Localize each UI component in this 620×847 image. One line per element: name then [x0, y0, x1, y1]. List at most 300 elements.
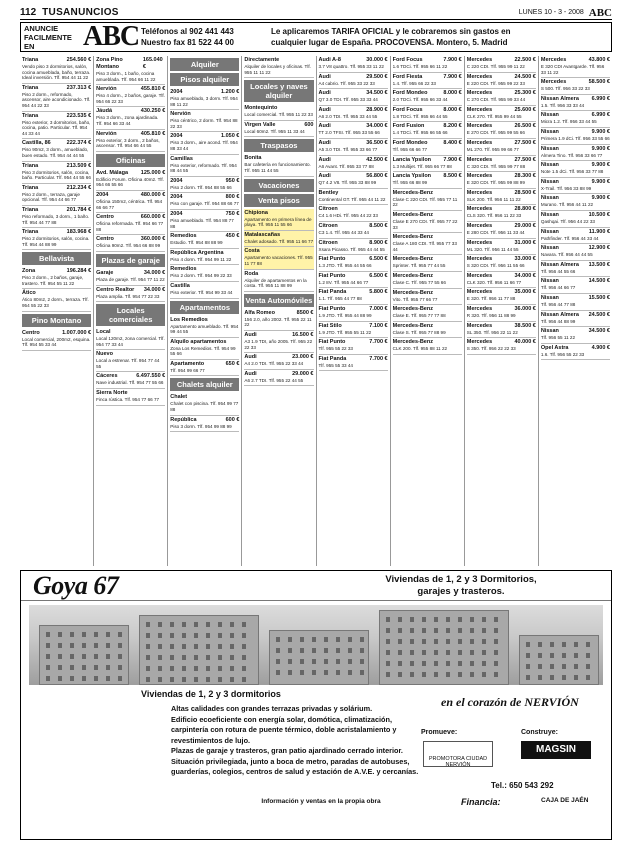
ad-price: 43.800 €: [588, 57, 610, 63]
ad-title: Mercedes: [466, 256, 493, 263]
ad-text: 1.2 8V. Tlf. 955 44 66 77: [318, 279, 369, 285]
classified-ad: [244, 104, 313, 121]
ad-title: Alquilo apartamentos: [170, 338, 227, 345]
window-shape: [170, 677, 174, 682]
ad-text: Pathfinder. Tlf. 956 44 33 44: [540, 235, 599, 241]
ad-text: Apartamento vacaciones. Tlf. 955 11 77 88: [244, 255, 313, 266]
ad-price: 7.700 €: [369, 339, 388, 346]
window-shape: [422, 661, 426, 666]
window-shape: [494, 672, 498, 677]
ad-price: 24.500 €: [588, 311, 610, 318]
ad-text: Q7 3.0 TDI. Tlf. 955 33 33 44: [318, 97, 378, 103]
window-shape: [446, 661, 450, 666]
ad-title: 2004: [170, 133, 183, 140]
ad-title: Audi: [318, 73, 331, 80]
ad-text: C 320 CDI. Tlf. 955 99 77 88: [466, 163, 526, 169]
classified-ad: [170, 193, 239, 210]
window-shape: [324, 648, 328, 653]
ad-text: A3 1.9 TDI, año 2005. Tlf. 955 22 22 33: [244, 338, 313, 350]
ad-heading: [170, 194, 239, 201]
classified-ad: [467, 338, 536, 355]
nervion-slogan: en el corazón de NERVIÓN: [441, 695, 579, 709]
ad-price: 600: [304, 121, 314, 128]
window-shape: [70, 665, 74, 670]
ad-price: 30.000 €: [366, 57, 388, 63]
window-shape: [146, 633, 150, 638]
ad-price: 27.500 €: [514, 139, 536, 146]
ad-title: Audi: [318, 173, 331, 180]
window-shape: [242, 666, 246, 671]
ad-price: 31.000 €: [514, 239, 536, 246]
ad-text: Oficina 150m2, céntrica. Tlf. 954 66 66 77: [96, 198, 163, 210]
window-shape: [324, 670, 328, 675]
ad-title: Chalet: [170, 394, 188, 401]
window-shape: [470, 639, 474, 644]
window-shape: [70, 654, 74, 659]
classified-ad: [22, 56, 91, 84]
window-shape: [230, 655, 234, 660]
ad-title: 2004: [170, 194, 183, 201]
ad-title: Chipiona: [244, 209, 268, 216]
category-header: Chalets alquiler: [170, 378, 239, 391]
ad-title: Zona Pino Montano: [96, 57, 123, 70]
ad-title: Remedios: [170, 266, 197, 273]
ad-heading: [170, 111, 239, 118]
window-shape: [230, 633, 234, 638]
classified-ad: [244, 209, 313, 231]
window-shape: [422, 628, 426, 633]
classified-ad: [467, 288, 536, 305]
ad-title: Camillas: [170, 155, 193, 162]
window-shape: [170, 633, 174, 638]
window-shape: [574, 664, 578, 669]
banner-rate-line2: cualquier lugar de España. PROCOVENSA. Montero, 5. Madrid: [271, 38, 508, 47]
ad-text: CLK 270. Tlf. 955 99 44 55: [466, 113, 522, 119]
window-shape: [458, 639, 462, 644]
ad-price: 183.968 €: [66, 229, 92, 236]
window-shape: [386, 639, 390, 644]
window-shape: [586, 642, 590, 647]
ad-heading: [467, 123, 536, 130]
classified-ad: [393, 305, 462, 322]
ad-heading: [96, 57, 165, 71]
ad-heading: [319, 256, 388, 263]
classified-ad: [22, 228, 91, 250]
classified-ad: [170, 232, 239, 249]
ad-heading: [96, 373, 165, 380]
ad-heading: [541, 312, 610, 319]
ad-text: E 320 CDI. Tlf. 955 99 88 99: [466, 180, 525, 186]
window-shape: [482, 650, 486, 655]
ad-title: Audi: [244, 370, 257, 377]
window-shape: [118, 676, 122, 681]
window-shape: [336, 637, 340, 642]
ad-heading: [393, 140, 462, 147]
ad-price: 7.900 €: [443, 73, 462, 80]
ad-heading: [467, 306, 536, 313]
ad-text: 1.8 TDCi. Tlf. 955 66 44 55: [392, 113, 448, 119]
ad-heading: [244, 248, 313, 255]
category-header: Pisos alquiler: [170, 73, 239, 86]
window-shape: [146, 655, 150, 660]
window-shape: [360, 648, 364, 653]
ad-heading: [541, 195, 610, 202]
ad-title: Mercedes: [540, 79, 567, 86]
constructor-logo: MAGSIN: [521, 741, 591, 759]
ad-price: 1.007.000 €: [62, 329, 92, 336]
window-shape: [398, 650, 402, 655]
ad-text: 1.5. Tlf. 956 33 33 44: [540, 102, 585, 108]
ad-title: Mercedes-Benz: [392, 256, 433, 263]
ad-text: Piso exterior, 3 dorm., 2 baños, ascensor. Tlf. 954 66 44 55: [96, 137, 160, 149]
window-shape: [118, 665, 122, 670]
ad-heading: [96, 329, 165, 336]
ad-price: 23.000 €: [292, 354, 314, 361]
ad-title: Fiat Punto: [318, 305, 346, 312]
category-header: Oficinas: [96, 154, 165, 167]
ad-text: Estudio. Tlf. 954 88 88 99: [170, 240, 223, 246]
window-shape: [170, 666, 174, 671]
classified-ad: [393, 211, 462, 233]
ad-heading: [170, 394, 239, 401]
window-shape: [300, 670, 304, 675]
banner-lead: ANUNCIE FACILMENTE EN: [24, 23, 72, 51]
window-shape: [58, 665, 62, 670]
window-shape: [276, 637, 280, 642]
ad-heading: [467, 57, 536, 64]
window-shape: [538, 642, 542, 647]
ad-text: ML 270. Tlf. 955 99 66 77: [466, 146, 519, 152]
ad-text: Tlf. 954 99 66 77: [170, 367, 205, 373]
classified-ad: [541, 311, 610, 328]
ad-heading: [96, 108, 165, 115]
classified-ad: [467, 222, 536, 239]
window-shape: [106, 632, 110, 637]
category-header: Venta Automóviles: [245, 295, 313, 305]
ad-heading: [393, 234, 462, 241]
category-header: Bellavista: [22, 252, 91, 265]
ad-heading: [96, 287, 165, 294]
ad-title: Mercedes: [466, 272, 493, 279]
ad-title: Triana: [22, 112, 39, 119]
window-shape: [58, 676, 62, 681]
ad-text: 1.3 Multijet. Tlf. 955 66 77 88: [392, 163, 452, 169]
classified-ad: [244, 231, 313, 248]
ad-title: Ford Focus: [392, 57, 423, 63]
ad-heading: [244, 105, 313, 112]
window-shape: [118, 643, 122, 648]
goya-features: [171, 704, 421, 778]
ad-text: E 280 CDI. Tlf. 956 11 33 44: [466, 229, 525, 235]
ad-title: Nissan: [540, 211, 559, 218]
ad-heading: [541, 262, 610, 269]
banner-contacts: [141, 26, 261, 48]
ad-heading: [319, 273, 388, 280]
ad-title: Mercedes: [466, 156, 493, 163]
ad-price: 8500 €: [296, 309, 314, 316]
ad-price: 34.000 €: [143, 286, 166, 293]
ad-text: Edificio Forum. Oficina 40m2. Tlf. 954 66 55 66: [96, 176, 164, 188]
classified-ad: [393, 56, 462, 73]
ad-price: 9.900 €: [591, 128, 610, 135]
ad-title: Centro: [96, 236, 114, 243]
window-shape: [242, 644, 246, 649]
window-shape: [386, 617, 390, 622]
ad-price: 29.000 €: [514, 222, 536, 229]
window-shape: [360, 670, 364, 675]
ad-price: 28.500 €: [514, 189, 536, 196]
classified-ad: [170, 132, 239, 154]
classified-ad: [541, 111, 610, 128]
classified-column: [391, 56, 465, 566]
ad-text: Vendo piso 3 dormitorios, salón, cocina amueblada, baño, terraza. Ideal inversión. Tlf. 954 44 11 22: [22, 64, 91, 81]
ad-price: 33.000 €: [514, 256, 536, 263]
window-shape: [288, 659, 292, 664]
ad-heading: [467, 74, 536, 81]
ad-heading: [467, 206, 536, 213]
window-shape: [94, 676, 98, 681]
ad-text: Navara. Tlf. 956 44 44 55: [540, 252, 593, 258]
window-shape: [242, 622, 246, 627]
ad-title: Opel Astra: [540, 344, 569, 351]
ad-heading: [22, 85, 91, 92]
ad-text: A6 2.0 TDI. Tlf. 955 33 44 55: [318, 113, 378, 119]
window-shape: [410, 661, 414, 666]
window-shape: [398, 617, 402, 622]
window-shape: [218, 633, 222, 638]
ad-price: 7.900 €: [443, 156, 462, 163]
classified-ad: [541, 277, 610, 294]
ad-title: Audi: [318, 139, 331, 146]
ad-title: Los Remedios: [170, 316, 208, 323]
ad-price: 22.500 €: [514, 57, 536, 63]
classified-ad: [22, 289, 91, 311]
ad-text: Plaza amplia. Tlf. 954 77 22 33: [96, 293, 160, 299]
ad-price: 6.500 €: [369, 256, 388, 263]
ad-text: Local 120m2, zona comercial. Tlf. 954 77 33 44: [96, 336, 165, 347]
ad-text: C3 1.4. Tlf. 955 44 33 44: [318, 229, 369, 235]
ad-price: 28.800 €: [514, 206, 536, 213]
ad-title: Mercedes: [466, 90, 493, 97]
ad-heading: [96, 86, 165, 93]
ad-heading: [541, 328, 610, 335]
ad-title: Audi: [318, 106, 331, 113]
ad-heading: [96, 236, 165, 243]
ad-text: X-Trail. Tlf. 956 33 88 99: [540, 185, 592, 191]
window-shape: [434, 617, 438, 622]
window-shape: [446, 672, 450, 677]
ad-title: Triana: [22, 184, 39, 191]
ad-title: Nissan: [540, 245, 559, 252]
ad-text: Piso exterior, reformado. Tlf. 954 88 44 55: [170, 162, 237, 174]
ad-title: Audi: [244, 331, 257, 338]
category-header: Alquiler: [170, 58, 239, 71]
ad-text: A6 Avant. Tlf. 955 33 77 88: [318, 163, 374, 169]
ad-text: Local comercial, 200m2, esquina. Tlf. 954 55 33 44: [22, 336, 91, 348]
ad-title: Ford Mondeo: [392, 90, 428, 97]
classified-ad: [96, 350, 165, 372]
ad-heading: [319, 356, 388, 363]
ad-title: Castilla: [170, 282, 190, 289]
ad-title: Mercedes-Benz: [392, 289, 433, 296]
ad-text: S 500. Tlf. 956 33 22 33: [540, 86, 590, 92]
window-shape: [194, 655, 198, 660]
ad-text: Piso amueblado, 3 dorm. Tlf. 954 88 11 22: [170, 96, 238, 107]
ad-title: Citroen: [318, 206, 338, 213]
ad-heading: [244, 57, 313, 64]
window-shape: [146, 644, 150, 649]
goya-footer: Información y ventas en la propia obra: [261, 798, 381, 805]
ad-heading: [170, 233, 239, 240]
ad-price: 165.040 €: [142, 57, 163, 70]
window-shape: [218, 655, 222, 660]
window-shape: [360, 659, 364, 664]
window-shape: [574, 675, 578, 680]
ad-text: Sprinter. Tlf. 955 77 44 55: [392, 263, 446, 269]
ad-heading: [244, 122, 313, 129]
window-shape: [586, 675, 590, 680]
window-shape: [586, 664, 590, 669]
ad-title: Nissan: [540, 294, 559, 301]
window-shape: [470, 672, 474, 677]
ad-price: 201.784 €: [66, 206, 92, 213]
classified-ad: [319, 106, 388, 123]
classified-ad: [170, 316, 239, 338]
window-shape: [562, 664, 566, 669]
ad-heading: [319, 323, 388, 330]
ad-price: 35.000 €: [514, 289, 536, 296]
window-shape: [494, 628, 498, 633]
classified-ad: [170, 249, 239, 266]
category-header: Plazas de garaje: [96, 254, 165, 267]
ad-title: Castilla, 86: [22, 140, 51, 147]
ad-title: Garaje: [96, 269, 114, 276]
window-shape: [336, 659, 340, 664]
ad-title: Virgen Valle: [244, 121, 276, 128]
classified-ad: [319, 322, 388, 339]
ad-title: Triana: [22, 57, 39, 63]
classified-ad: [541, 161, 610, 178]
banner-rate: [261, 26, 611, 48]
ad-text: Clase C 220 CDI. Tlf. 955 77 11 22: [392, 196, 458, 208]
classified-ad: [319, 205, 388, 222]
classified-ad: [467, 255, 536, 272]
ad-text: Zona Los Remedios. Tlf. 954 99 55 66: [170, 345, 236, 357]
classified-ad: [393, 89, 462, 106]
classified-ad: [22, 267, 91, 289]
ad-heading: [22, 185, 91, 192]
category-header: Locales y naves alquiler: [244, 80, 313, 102]
ad-title: Zona: [22, 268, 36, 275]
classified-ad: [170, 282, 239, 299]
window-shape: [194, 633, 198, 638]
ad-title: Ford Mondeo: [392, 139, 428, 146]
window-shape: [562, 653, 566, 658]
ad-text: C 220 CDI. Tlf. 955 99 11 22: [466, 64, 525, 69]
ad-text: Note 1.5 dCi. Tlf. 956 33 77 88: [540, 169, 604, 175]
page-header: [20, 6, 612, 20]
ad-heading: [541, 212, 610, 219]
window-shape: [422, 672, 426, 677]
classified-ad: [393, 289, 462, 306]
ad-heading: [393, 190, 462, 197]
building-shape: [139, 615, 259, 685]
classified-ad: [393, 322, 462, 339]
window-shape: [458, 617, 462, 622]
window-shape: [146, 677, 150, 682]
classified-ad: [393, 255, 462, 272]
ad-heading: [393, 90, 462, 97]
ad-title: 2004: [96, 191, 109, 198]
window-shape: [458, 661, 462, 666]
window-shape: [82, 676, 86, 681]
window-shape: [230, 677, 234, 682]
ad-heading: [96, 192, 165, 199]
ad-text: 156 2.0, año 2002. Tlf. 955 22 11 22: [244, 316, 312, 328]
ad-price: 223.535 €: [66, 112, 92, 119]
window-shape: [324, 659, 328, 664]
ad-title: República Argentina: [170, 249, 224, 256]
window-shape: [194, 677, 198, 682]
window-shape: [170, 655, 174, 660]
window-shape: [58, 643, 62, 648]
window-shape: [158, 633, 162, 638]
classified-ad: [319, 189, 388, 206]
classified-column: [242, 56, 316, 566]
ad-title: Audi A-8: [318, 57, 341, 63]
ad-text: Vito. Tlf. 955 77 66 77: [392, 296, 438, 302]
window-shape: [562, 642, 566, 647]
ad-text: Local comercial. Tlf. 955 11 22 33: [244, 112, 313, 118]
ad-heading: [541, 295, 610, 302]
window-shape: [398, 639, 402, 644]
ad-title: Audi: [244, 354, 257, 361]
window-shape: [538, 653, 542, 658]
ad-title: Apartamento: [170, 360, 205, 367]
ad-title: Sierra Norte: [96, 390, 128, 397]
ad-text: Nave industrial. Tlf. 954 77 55 66: [96, 380, 164, 386]
classified-ad: [170, 393, 239, 415]
classified-ad: [96, 107, 165, 129]
window-shape: [46, 665, 50, 670]
ad-heading: [244, 332, 313, 339]
ad-price: 405.810 €: [140, 130, 166, 137]
window-shape: [94, 643, 98, 648]
classified-ad: [319, 338, 388, 355]
window-shape: [170, 644, 174, 649]
window-shape: [194, 666, 198, 671]
ad-text: Local a estrenar. Tlf. 954 77 44 55: [96, 358, 160, 369]
window-shape: [434, 661, 438, 666]
goya-subtitle: Viviendas de 1, 2 y 3 dormitorios: [141, 689, 281, 699]
ad-text: Local 60m2. Tlf. 955 11 33 44: [244, 128, 305, 134]
classified-ad: [467, 139, 536, 156]
ad-title: Costa: [244, 248, 260, 255]
goya-header: [21, 571, 611, 601]
category-header: Venta pisos: [244, 194, 313, 207]
ad-heading: [467, 256, 536, 263]
ad-price: 8.000 €: [443, 106, 462, 113]
ad-price: 950 €: [225, 177, 240, 184]
ad-title: Nervión: [96, 130, 117, 137]
ad-text: Qashqai. Tlf. 956 44 22 33: [540, 218, 595, 224]
ad-text: Apartamento en primera línea de playa. Tlf. 955 11 55 66: [244, 216, 312, 228]
ad-heading: [319, 74, 388, 81]
ad-title: Mercedes: [466, 189, 493, 196]
ad-title: Triana: [22, 162, 39, 169]
window-shape: [398, 672, 402, 677]
ad-text: E 320. Tlf. 956 11 77 88: [466, 296, 516, 302]
